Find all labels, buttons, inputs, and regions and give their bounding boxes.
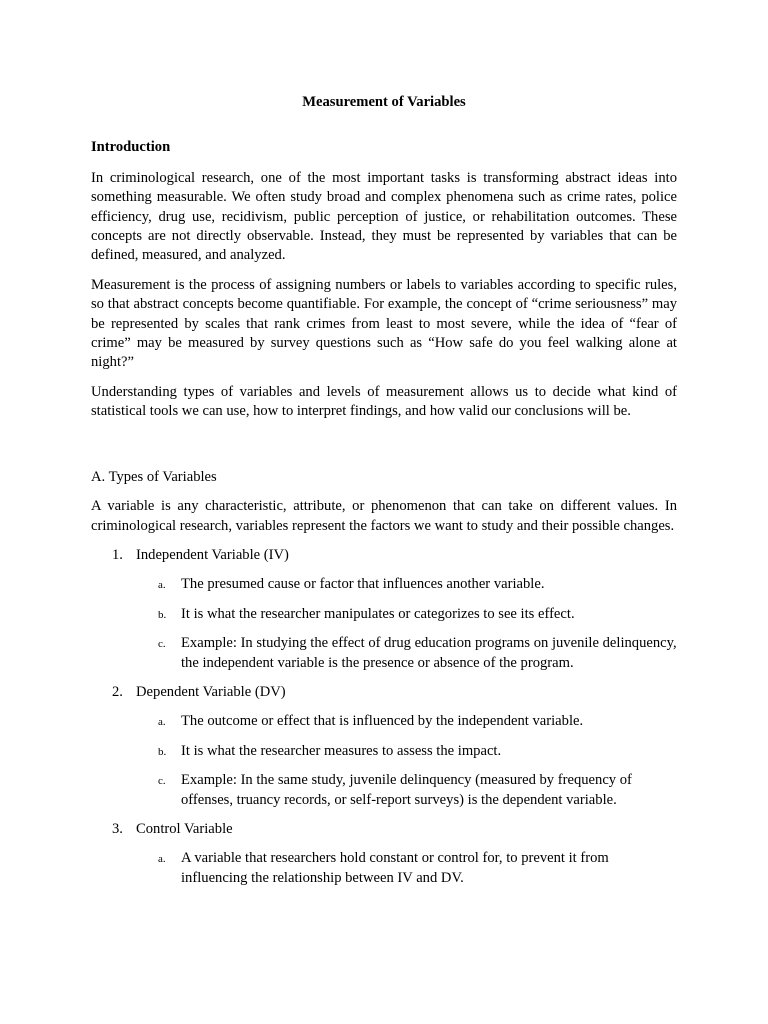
list-item-label: Independent Variable (IV) [136,546,289,563]
sublist-item-letter: a. [158,716,166,729]
sublist-item-text: It is what the researcher measures to assess the impact. [181,742,502,759]
section-a-heading: A. Types of Variables [91,468,217,485]
intro-paragraph: Measurement is the process of assigning numbers or labels to variables according to specific rules, so that abstract concepts become quantifiable. For example, the concept of “crime seriousness” may be represented by scales that rank crimes from least to most severe, while the idea of “fear of crime” may be measured by survey questions such as “How safe do you feel walking alone at night?” [91,276,677,371]
list-item-row [91,820,677,839]
document-title: Measurement of Variables [302,94,466,110]
sublist-item [91,742,677,761]
sublist-item-letter: c. [158,775,166,788]
sublist-item [91,634,677,673]
list-item [91,546,677,673]
list-item [91,683,677,810]
sublist-item-text: Example: In studying the effect of drug education programs on juvenile delinquency, the independent variable is the presence or absence of the program. [181,635,677,671]
sublist [91,849,677,888]
sublist-item-letter: a. [158,853,166,866]
intro-paragraph: In criminological research, one of the most important tasks is transforming abstract ideas into something measurable. We often study broad and complex phenomena such as crime rates, police efficiency, drug use, recidivism, public perception of justice, or rehabilitation outcomes. These concepts are not directly observable. Instead, they must be represented by variables that can be defined, measured, and analyzed. [91,169,677,264]
sublist-item-text: The presumed cause or factor that influences another variable. [181,576,545,593]
list-item-number: 2. [112,683,123,700]
list-item-number: 3. [112,820,123,837]
sublist-item [91,771,677,810]
sublist-item-letter: b. [158,745,167,758]
list-item-label: Control Variable [136,820,233,837]
sublist-item [91,849,677,888]
list-item-label: Dependent Variable (DV) [136,683,286,700]
sublist-item [91,712,677,731]
introduction-heading: Introduction [91,139,171,156]
list-item-number: 1. [112,546,123,563]
sublist-item [91,575,677,594]
list-item [91,820,677,888]
sublist-item-letter: a. [158,579,166,592]
list-item-row [91,683,677,702]
sublist-item-letter: c. [158,638,166,651]
variable-types-list [91,546,677,888]
intro-paragraph: Understanding types of variables and levels of measurement allows us to decide what kind of statistical tools we can use, how to interpret findings, and how valid our conclusions will be. [91,383,677,420]
sublist-item-text: The outcome or effect that is influenced by the independent variable. [181,713,584,730]
sublist [91,575,677,673]
list-item-row [91,546,677,565]
sublist [91,712,677,810]
sublist-item [91,605,677,624]
sublist-item-text: A variable that researchers hold constant or control for, to prevent it from influencing the relationship between IV and DV. [181,850,609,886]
sublist-item-text: It is what the researcher manipulates or categorizes to see its effect. [181,605,575,622]
sublist-item-text: Example: In the same study, juvenile delinquency (measured by frequency of offenses, truancy records, or self-report surveys) is the dependent variable. [181,772,632,808]
sublist-item-letter: b. [158,608,167,621]
section-a-paragraph: A variable is any characteristic, attribute, or phenomenon that can take on different values. In criminological research, variables represent the factors we want to study and their possible changes. [91,498,677,534]
